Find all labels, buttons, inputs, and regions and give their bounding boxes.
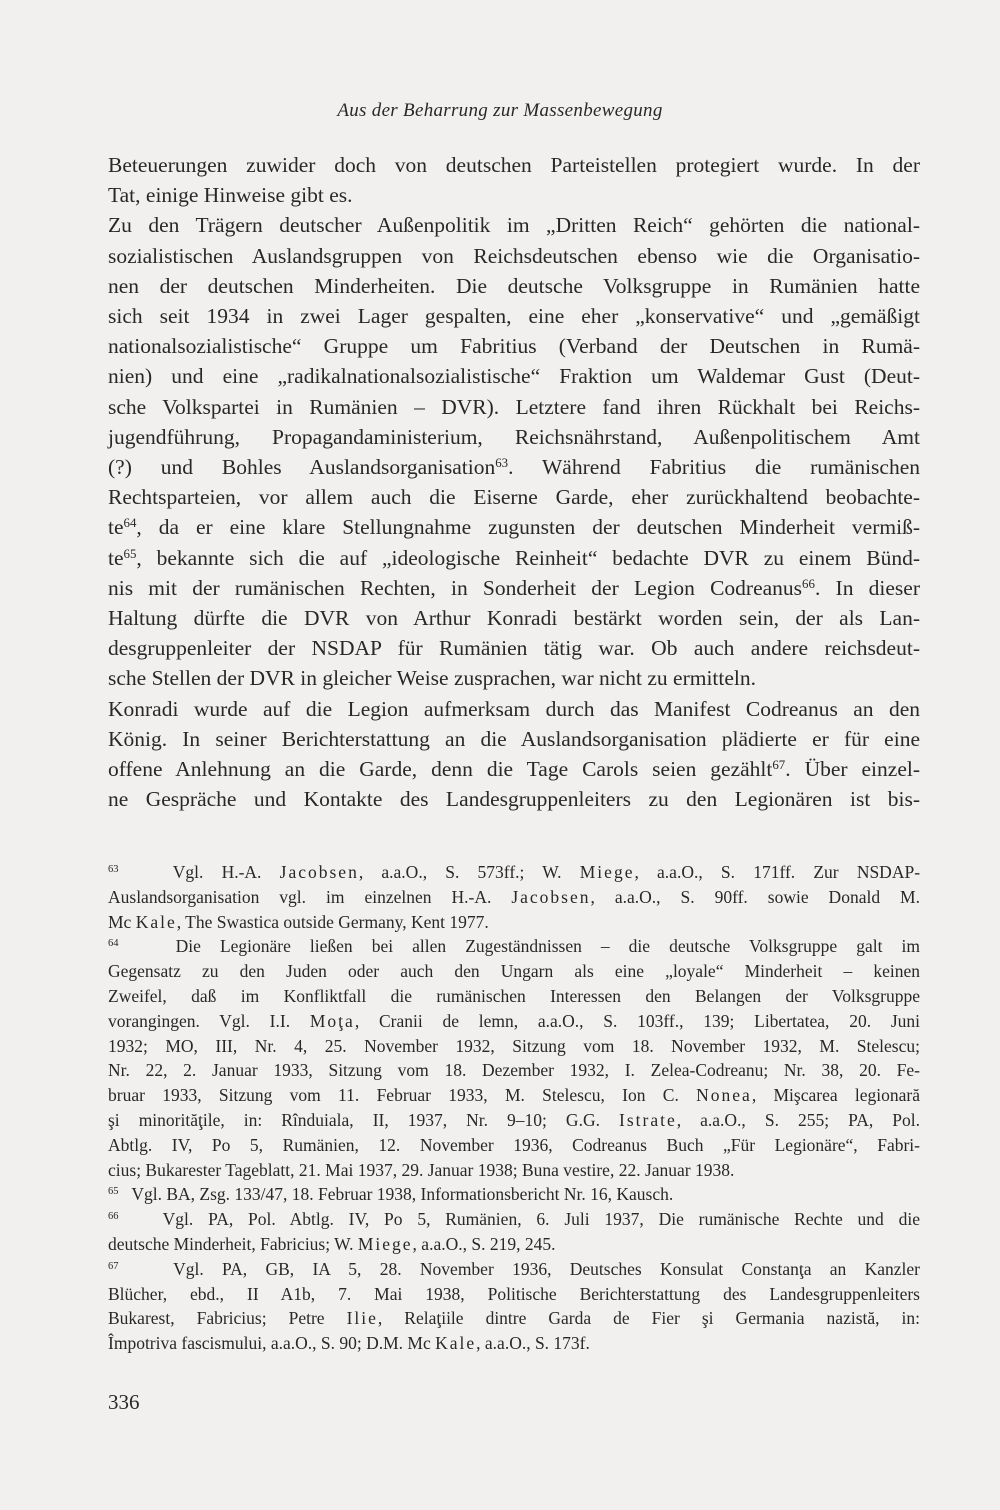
- footnote-line: Nr. 22, 2. Januar 1933, Sitzung vom 18. Dezember 1932, I. Zelea-Codreanu; Nr. 38, 20. Fe-: [108, 1060, 920, 1081]
- footnote-marker: 63: [495, 455, 509, 470]
- text-fragment: , bekannte sich die auf „ideologische Reinheit“ bedachte DVR zu einem Bünd-: [136, 545, 920, 570]
- text-fragment: şi minorităţile, in: Rînduiala, II, 1937, Nr. 9–10; G.G.: [108, 1109, 619, 1130]
- text-line: sche Volkspartei in Rumänien – DVR). Letztere fand ihren Rückhalt bei Reichs-: [108, 394, 920, 419]
- running-head: Aus der Beharrung zur Massenbewegung: [337, 100, 663, 121]
- text-fragment: , da er eine klare Stellungnahme zugunsten der deutschen Minderheit vermiß-: [136, 515, 920, 540]
- text-line: [108, 754, 920, 784]
- text-fragment: Împotriva fascismului, a.a.O., S. 90; D.M. Mc: [108, 1333, 436, 1354]
- text-fragment: Vgl. PA, Pol. Abtlg. IV, Po 5, Rumänien, 6. Juli 1937, Die rumänische Rechte und die: [162, 1209, 920, 1230]
- text-fragment: , a.a.O., S. 90ff. sowie Donald M.: [590, 886, 920, 907]
- text-fragment: . Während Fabritius die rumänischen: [508, 455, 920, 480]
- footnote-line: 1932; MO, III, Nr. 4, 25. November 1932, Sitzung vom 18. November 1932, M. Stelescu;: [108, 1035, 920, 1056]
- author-name: Jacobsen: [511, 886, 591, 907]
- text-line: nationalsozialistische“ Gruppe um Fabritius (Verband der Deutschen in Rumä-: [108, 334, 920, 359]
- text-fragment: , a.a.O., S. 219, 245.: [412, 1233, 556, 1254]
- footnote-line: Gegensatz zu den Juden oder auch den Ungarn als eine „loyale“ Minderheit – keinen: [108, 961, 920, 982]
- footnote-line: [108, 1009, 920, 1034]
- footnote-line: [108, 1306, 920, 1331]
- text-line: sich seit 1934 in zwei Lager gespalten, eine eher „konservative“ und „gemäßigt: [108, 304, 920, 329]
- author-name: Kale: [135, 911, 177, 932]
- text-line: Zu den Trägern deutscher Außenpolitik im „Dritten Reich“ gehörten die national-: [108, 213, 920, 238]
- footnote-line: [108, 1108, 920, 1133]
- footnotes: [108, 860, 920, 1356]
- author-name: Kale: [435, 1333, 477, 1354]
- text-fragment: deutsche Minderheit, Fabricius; W.: [108, 1233, 358, 1254]
- text-fragment: . In dieser: [814, 575, 920, 600]
- footnote-line: Blücher, ebd., II A1b, 7. Mai 1938, Politische Berichterstattung des Landesgruppenleiters: [108, 1283, 920, 1304]
- text-line: Haltung dürfte die DVR von Arthur Konradi bestärkt worden sein, der als Lan-: [108, 606, 920, 631]
- main-text: [108, 150, 920, 814]
- text-fragment: , a.a.O., S. 173f.: [476, 1333, 590, 1354]
- text-fragment: Vgl. BA, Zsg. 133/47, 18. Februar 1938, Informationsbericht Nr. 16, Kausch.: [131, 1184, 674, 1205]
- footnote-marker: 65: [123, 546, 137, 561]
- author-name: Jacobsen: [279, 862, 359, 882]
- text-fragment: Vgl. H.-A.: [172, 862, 280, 882]
- text-line: Konradi wurde auf die Legion aufmerksam durch das Manifest Codreanus an den: [108, 696, 920, 721]
- footnote-line: Zweifel, daß im Konfliktfall die rumänischen Interessen den Belangen der Volksgruppe: [108, 985, 920, 1006]
- text-fragment: bruar 1933, Sitzung vom 11. Februar 1933, M. Stelescu, Ion C.: [108, 1085, 697, 1106]
- author-name: Miege: [357, 1233, 413, 1254]
- footnote-line: cius; Bukarester Tageblatt, 21. Mai 1937, 29. Januar 1938; Buna vestire, 22. Januar 1938.: [108, 1159, 735, 1180]
- text-fragment: vorangingen. Vgl. I.I.: [108, 1010, 310, 1031]
- author-name: Istrate: [619, 1109, 677, 1130]
- footnote-line: [108, 1257, 920, 1282]
- text-fragment: offene Anlehnung an die Garde, denn die Tage Carols seien gezählt: [108, 757, 773, 782]
- text-fragment: , a.a.O., S. 171ff. Zur NSDAP-: [634, 862, 921, 882]
- footnote-line: [108, 910, 920, 935]
- footnote-number: 67: [108, 1260, 119, 1272]
- footnote-line: [108, 1182, 920, 1207]
- text-line: ne Gespräche und Kontakte des Landesgruppenleiters zu den Legionären ist bis-: [108, 787, 920, 812]
- text-line: Tat, einige Hinweise gibt es.: [108, 183, 353, 208]
- footnote-line: Abtlg. IV, Po 5, Rumänien, 12. November 1936, Codreanus Buch „Für Legionäre“, Fabri-: [108, 1134, 920, 1155]
- footnote-marker: 67: [772, 757, 786, 772]
- text-fragment: nis mit der rumänischen Rechten, in Sonderheit der Legion Codreanus: [108, 575, 803, 600]
- text-line: [108, 573, 920, 603]
- text-fragment: . Über einzel-: [785, 757, 920, 782]
- footnote-number: 63: [108, 864, 119, 876]
- text-fragment: , The Swastica outside Germany, Kent 1977.: [176, 911, 489, 932]
- text-line: [108, 543, 920, 573]
- footnote-line: [108, 1331, 920, 1356]
- text-fragment: te: [108, 545, 124, 570]
- author-name: Ilie: [346, 1308, 378, 1329]
- text-fragment: , Relaţiile dintre Garda de Fier şi Germania nazistă, in:: [377, 1308, 920, 1329]
- footnote-line: [108, 860, 920, 885]
- footnote-line: [108, 1232, 920, 1257]
- footnote-number: 65: [108, 1186, 119, 1198]
- footnote-line: [108, 1083, 920, 1108]
- text-line: Rechtsparteien, vor allem auch die Eiserne Garde, eher zurückhaltend beobachte-: [108, 485, 920, 510]
- text-fragment: Die Legionäre ließen bei allen Zugeständnissen – die deutsche Volksgruppe galt im: [175, 936, 921, 957]
- text-fragment: Mc: [108, 911, 136, 932]
- text-fragment: , Mişcarea legionară: [751, 1085, 921, 1106]
- text-line: desgruppenleiter der NSDAP für Rumänien tätig war. Ob auch andere reichsdeut-: [108, 636, 920, 661]
- text-line: nien) und eine „radikalnationalsozialistische“ Fraktion um Waldemar Gust (Deut-: [108, 364, 920, 389]
- footnote-number: 64: [108, 938, 119, 950]
- text-fragment: , a.a.O., S. 255; PA, Pol.: [676, 1109, 920, 1130]
- footnote-marker: 64: [123, 516, 137, 531]
- footnote-number: 66: [108, 1211, 119, 1223]
- page-number: 336: [108, 1390, 140, 1414]
- footnote-marker: 66: [802, 576, 815, 591]
- text-line: König. In seiner Berichterstattung an die Auslandsorganisation plädierte er für eine: [108, 726, 920, 751]
- text-line: nen der deutschen Minderheiten. Die deutsche Volksgruppe in Rumänien hatte: [108, 273, 920, 298]
- author-name: Miege: [579, 862, 635, 882]
- text-fragment: (?) und Bohles Auslandsorganisation: [108, 455, 496, 480]
- text-line: Beteuerungen zuwider doch von deutschen Parteistellen protegiert wurde. In der: [108, 153, 920, 177]
- footnote-line: [108, 885, 920, 910]
- footnote-line: [108, 934, 920, 959]
- text-line: sozialistischen Auslandsgruppen von Reichsdeutschen ebenso wie die Organisatio-: [108, 243, 920, 268]
- text-fragment: , a.a.O., S. 573ff.; W.: [358, 862, 580, 882]
- text-fragment: , Cranii de lemn, a.a.O., S. 103ff., 139; Libertatea, 20. Juni: [354, 1010, 920, 1031]
- text-line: jugendführung, Propagandaministerium, Reichsnährstand, Außenpolitischem Amt: [108, 424, 920, 449]
- text-fragment: te: [108, 515, 124, 540]
- text-line: [108, 452, 920, 482]
- text-fragment: Auslandsorganisation vgl. im einzelnen H.-A.: [108, 886, 512, 907]
- text-line: sche Stellen der DVR in gleicher Weise zusprachen, war nicht zu ermitteln.: [108, 666, 757, 691]
- author-name: Moţa: [309, 1010, 355, 1031]
- text-line: [108, 512, 920, 542]
- text-fragment: Vgl. PA, GB, IA 5, 28. November 1936, Deutsches Konsulat Constanţa an Kanzler: [173, 1258, 920, 1279]
- footnote-line: [108, 1207, 920, 1232]
- author-name: Nonea: [696, 1085, 752, 1106]
- text-fragment: Bukarest, Fabricius; Petre: [108, 1308, 347, 1329]
